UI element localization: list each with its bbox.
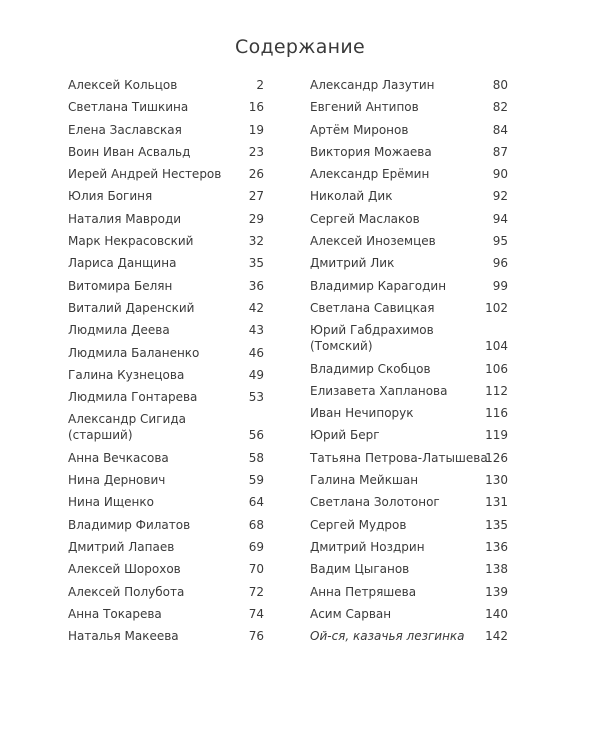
toc-entry[interactable]	[310, 122, 508, 138]
toc-entry-page: 112	[485, 383, 508, 398]
toc-entry[interactable]	[68, 322, 264, 338]
toc-entry-name: Александр Сигида (старший)	[68, 412, 186, 443]
toc-entry-page: 26	[248, 167, 264, 182]
toc-entry-name: Нина Дернович	[68, 473, 166, 488]
toc-entry-name: Юрий Берг	[310, 428, 380, 443]
toc-entry[interactable]	[310, 450, 508, 466]
toc-entry[interactable]	[68, 77, 264, 93]
toc-entry[interactable]	[68, 450, 264, 466]
toc-entry[interactable]	[68, 278, 264, 294]
toc-entry[interactable]	[310, 628, 508, 644]
toc-entry-name: Наталья Макеева	[68, 629, 179, 644]
toc-entry-page: 58	[248, 450, 264, 465]
toc-entry[interactable]	[68, 345, 264, 361]
toc-entry[interactable]	[310, 361, 508, 377]
toc-entry-page: 69	[248, 539, 264, 554]
toc-entry-page: 139	[485, 584, 508, 599]
toc-entry[interactable]	[68, 233, 264, 249]
toc-entry-page: 70	[248, 562, 264, 577]
toc-entry-name: Алексей Полубота	[68, 584, 185, 599]
toc-entry-page: 116	[485, 406, 508, 421]
toc-entry[interactable]	[310, 255, 508, 271]
toc-entry-name: Сергей Маслаков	[310, 211, 420, 226]
toc-entry-name: Анна Токарева	[68, 606, 162, 621]
toc-entry[interactable]	[310, 322, 508, 354]
toc-entry-name: Асим Сарван	[310, 606, 392, 621]
toc-entry-name: Артём Миронов	[310, 122, 409, 137]
toc-entry[interactable]	[310, 99, 508, 115]
toc-entry-name: Дмитрий Ноздрин	[310, 539, 425, 554]
toc-entry[interactable]	[310, 405, 508, 421]
toc-entry-page: 87	[492, 144, 508, 159]
toc-entry-name: Ой-ся, казачья лезгинка	[310, 629, 465, 644]
toc-entry-page: 32	[248, 234, 264, 249]
toc-entry-page: 72	[248, 584, 264, 599]
toc-entry[interactable]	[310, 300, 508, 316]
toc-entry-page: 94	[492, 211, 508, 226]
toc-entry[interactable]	[68, 188, 264, 204]
toc-entry-name: Витомира Белян	[68, 278, 173, 293]
toc-entry-name: Владимир Филатов	[68, 517, 191, 532]
toc-entry-name: Юрий Габдрахимов (Томский)	[310, 323, 434, 354]
toc-entry[interactable]	[310, 383, 508, 399]
toc-entry[interactable]	[310, 211, 508, 227]
page-title: Содержание	[235, 36, 365, 58]
toc-entry-name: Анна Петряшева	[310, 584, 417, 599]
toc-entry-page: 96	[492, 256, 508, 271]
toc-entry-page: 36	[248, 278, 264, 293]
toc-entry[interactable]	[68, 99, 264, 115]
toc-entry[interactable]	[68, 584, 264, 600]
toc-entry[interactable]	[310, 539, 508, 555]
toc-entry[interactable]	[68, 144, 264, 160]
toc-entry-page: 23	[248, 144, 264, 159]
toc-entry-page: 46	[248, 345, 264, 360]
toc-entry-name: Лариса Данщина	[68, 256, 177, 271]
toc-entry-page: 131	[485, 495, 508, 510]
toc-entry-name: Вадим Цыганов	[310, 562, 410, 577]
toc-entry[interactable]	[310, 494, 508, 510]
toc-entry-name: Владимир Карагодин	[310, 278, 447, 293]
toc-left-column	[68, 77, 264, 650]
toc-entry[interactable]	[68, 389, 264, 405]
toc-entry-page: 64	[248, 495, 264, 510]
toc-entry-page: 56	[248, 428, 264, 443]
toc-entry-name: Дмитрий Лапаев	[68, 539, 175, 554]
toc-entry-name: Алексей Кольцов	[68, 78, 178, 92]
toc-entry-page: 106	[485, 361, 508, 376]
toc-entry-name: Елена Заславская	[68, 122, 182, 137]
toc-entry-name: Алексей Иноземцев	[310, 234, 436, 249]
toc-entry[interactable]	[68, 494, 264, 510]
toc-entry-page: 74	[248, 606, 264, 621]
toc-entry-name: Александр Ерёмин	[310, 167, 430, 182]
toc-entry[interactable]	[68, 166, 264, 182]
toc-entry[interactable]	[310, 517, 508, 533]
toc-entry-page: 136	[485, 539, 508, 554]
toc-entry-page: 126	[485, 450, 508, 465]
toc-entry-name: Николай Дик	[310, 189, 393, 204]
toc-entry-name: Сергей Мудров	[310, 517, 407, 532]
toc-entry-page: 59	[248, 473, 264, 488]
toc-entry[interactable]	[310, 278, 508, 294]
toc-entry-page: 82	[492, 100, 508, 115]
toc-entry-page: 80	[492, 78, 508, 92]
toc-entry-page: 130	[485, 473, 508, 488]
toc-entry[interactable]	[310, 144, 508, 160]
toc-entry-page: 68	[248, 517, 264, 532]
toc-entry-name: Светлана Тишкина	[68, 100, 189, 115]
toc-entry-page: 92	[492, 189, 508, 204]
toc-right-column	[310, 77, 508, 650]
toc-entry-page: 43	[248, 323, 264, 338]
toc-entry-name: Александр Лазутин	[310, 78, 435, 92]
toc-entry[interactable]	[310, 233, 508, 249]
toc-entry-name: Владимир Скобцов	[310, 361, 431, 376]
toc-entry-page: 84	[492, 122, 508, 137]
toc-entry-page: 27	[248, 189, 264, 204]
toc-entry-name: Воин Иван Асвальд	[68, 144, 191, 159]
toc-entry-name: Виталий Даренский	[68, 300, 195, 315]
toc-entry-page: 119	[485, 428, 508, 443]
toc-entry[interactable]	[68, 517, 264, 533]
toc-entry-name: Людмила Гонтарева	[68, 390, 198, 405]
toc-entry-page: 35	[248, 256, 264, 271]
toc-entry-name: Марк Некрасовский	[68, 234, 194, 249]
toc-entry-page: 140	[485, 606, 508, 621]
toc-entry-page: 102	[485, 300, 508, 315]
toc-entry-page: 29	[248, 211, 264, 226]
toc-entry-name: Светлана Савицкая	[310, 300, 435, 315]
toc-entry-name: Галина Мейкшан	[310, 473, 419, 488]
toc-entry[interactable]	[68, 411, 264, 443]
toc-entry-name: Нина Ищенко	[68, 495, 154, 510]
toc-entry[interactable]	[310, 472, 508, 488]
toc-entry[interactable]	[68, 300, 264, 316]
toc-entry[interactable]	[68, 606, 264, 622]
toc-entry-name: Галина Кузнецова	[68, 367, 185, 382]
toc-entry-name: Людмила Баланенко	[68, 345, 200, 360]
toc-entry-name: Дмитрий Лик	[310, 256, 395, 271]
toc-entry-name: Алексей Шорохов	[68, 562, 181, 577]
toc-entry-page: 19	[248, 122, 264, 137]
toc-entry-page: 90	[492, 167, 508, 182]
toc-entry-name: Евгений Антипов	[310, 100, 419, 115]
toc-entry-page: 135	[485, 517, 508, 532]
toc-entry[interactable]	[68, 561, 264, 577]
toc-entry[interactable]	[68, 472, 264, 488]
toc-entry-name: Елизавета Хапланова	[310, 383, 448, 398]
toc-entry-page: 99	[492, 278, 508, 293]
toc-entry-name: Виктория Можаева	[310, 144, 432, 159]
toc-entry-page: 2	[256, 78, 264, 92]
toc-entry-page: 142	[485, 629, 508, 644]
toc-entry-name: Юлия Богиня	[68, 189, 153, 204]
toc-entry[interactable]	[68, 367, 264, 383]
toc-entry-page: 49	[248, 367, 264, 382]
toc-entry-page: 95	[492, 234, 508, 249]
toc-entry-name: Иван Нечипорук	[310, 406, 414, 421]
toc-entry[interactable]	[68, 539, 264, 555]
toc-entry[interactable]	[310, 77, 508, 93]
toc-entry[interactable]	[310, 561, 508, 577]
toc-entry[interactable]	[68, 211, 264, 227]
toc-entry-page: 104	[485, 339, 508, 354]
toc-entry-name: Анна Вечкасова	[68, 450, 169, 465]
toc-entry-name: Наталия Мавроди	[68, 211, 182, 226]
toc-entry-page: 138	[485, 562, 508, 577]
toc-entry[interactable]	[310, 606, 508, 622]
toc-entry-page: 42	[248, 300, 264, 315]
toc-entry[interactable]	[68, 255, 264, 271]
toc-entry-page: 76	[248, 629, 264, 644]
toc-entry[interactable]	[310, 584, 508, 600]
toc-entry[interactable]	[68, 122, 264, 138]
toc-entry-name: Татьяна Петрова-Латышева	[310, 450, 488, 465]
toc-entry[interactable]	[310, 188, 508, 204]
toc-entry[interactable]	[68, 628, 264, 644]
toc-entry[interactable]	[310, 427, 508, 443]
toc-entry[interactable]	[310, 166, 508, 182]
toc-entry-page: 53	[248, 390, 264, 405]
toc-entry-name: Иерей Андрей Нестеров	[68, 167, 222, 182]
toc-entry-page: 16	[248, 100, 264, 115]
toc-entry-name: Светлана Золотоног	[310, 495, 440, 510]
toc-entry-name: Людмила Деева	[68, 323, 170, 338]
